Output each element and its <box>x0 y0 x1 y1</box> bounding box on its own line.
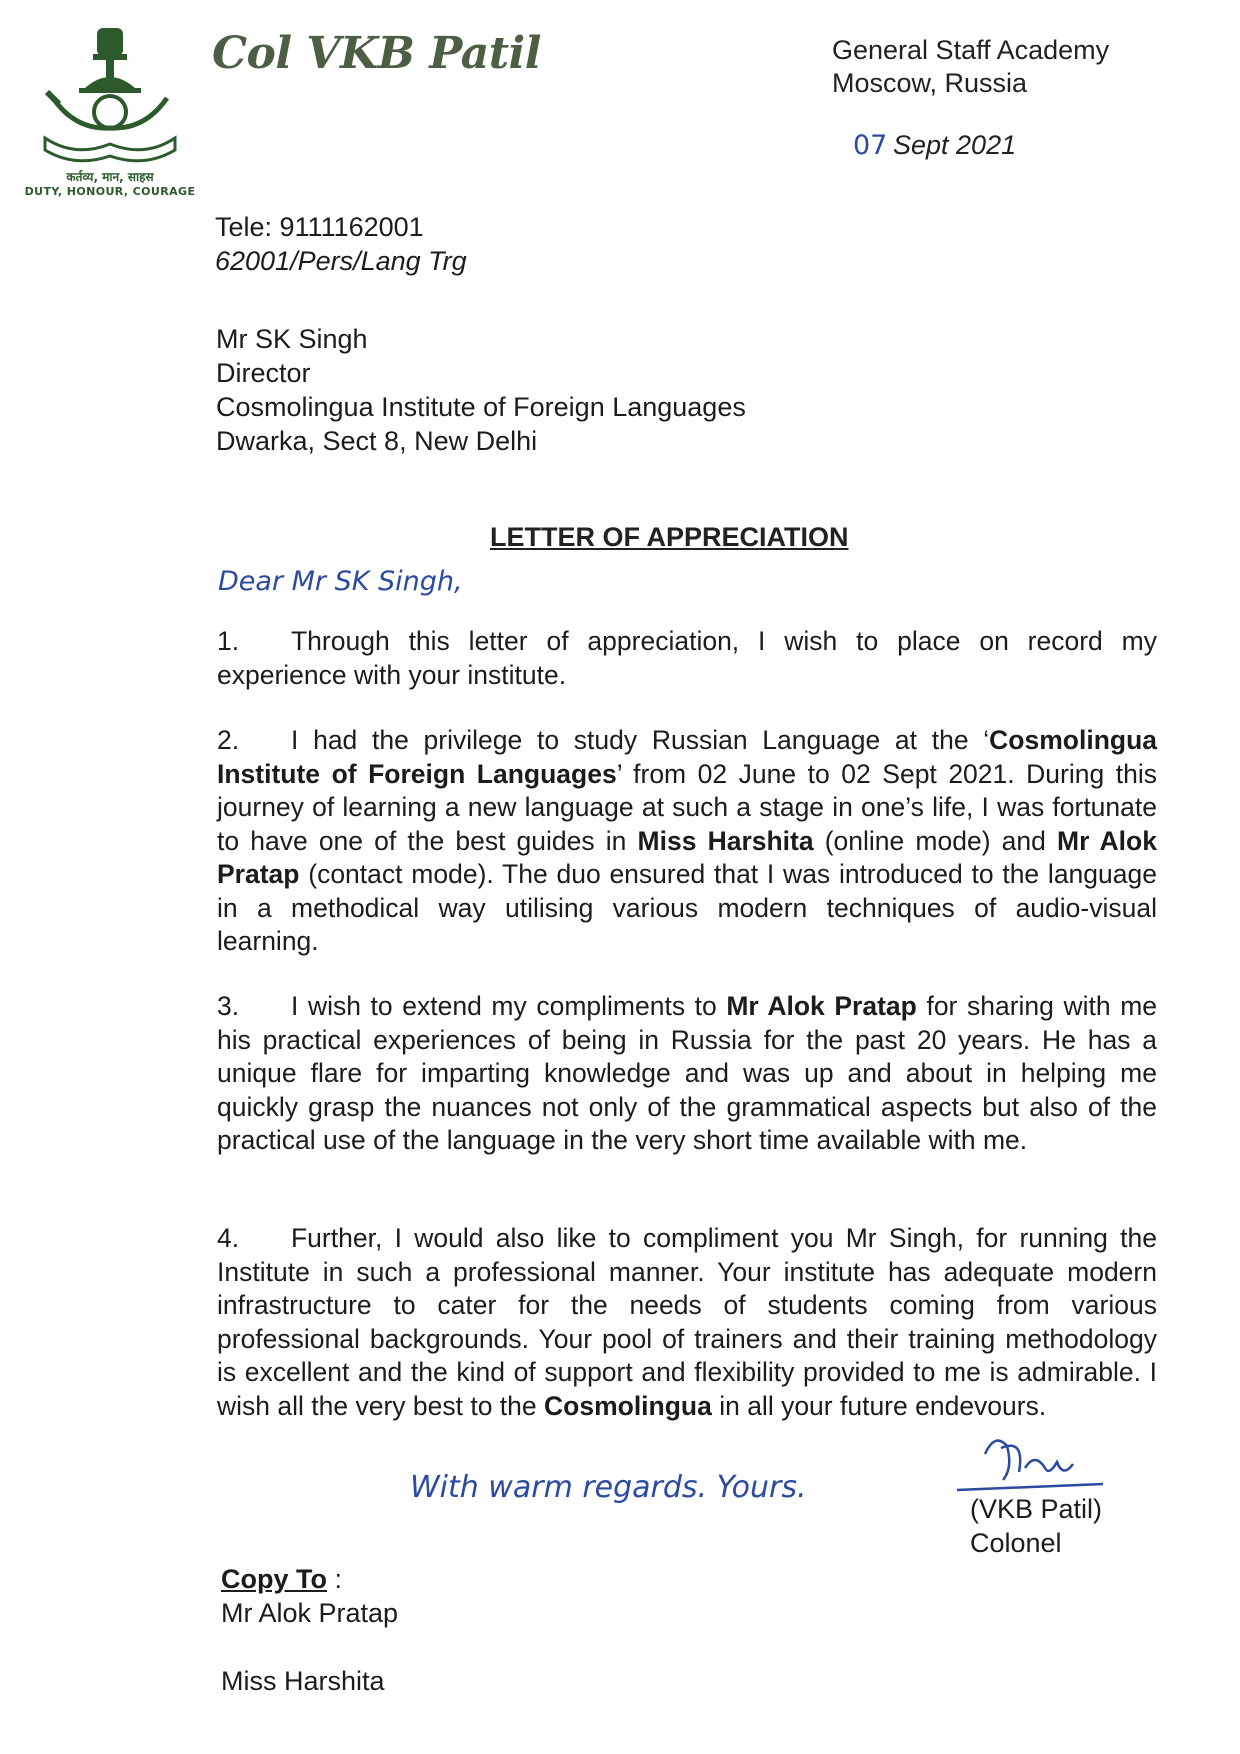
paragraph-2 <box>217 724 1157 959</box>
copy-recipient: Mr Alok Pratap <box>221 1598 399 1628</box>
paragraph-number: 4. <box>217 1223 240 1253</box>
copy-to-label: Copy To <box>221 1564 327 1594</box>
salutation: Dear Mr SK Singh, <box>218 566 463 597</box>
recipient-name: Mr SK Singh <box>216 324 368 354</box>
signatory <box>970 1492 1102 1560</box>
recipient-location: Dwarka, Sect 8, New Delhi <box>216 426 538 456</box>
emblem-motto: DUTY, HONOUR, COURAGE <box>24 185 196 198</box>
paragraph-text: I wish to extend my compliments to <box>291 991 727 1021</box>
sender-address <box>832 34 1109 100</box>
trainer-name: Mr Alok Pratap <box>217 825 1157 889</box>
hindi-motto: कर्तव्य, मान, साहस <box>66 170 154 184</box>
reference-block <box>215 210 467 278</box>
institute-name: Cosmolingua <box>544 1390 712 1421</box>
recipient-title: Director <box>216 358 311 388</box>
paragraph-text: ’ from 02 June to 02 Sept 2021. During this journey of learning a new language at such a stage in one’s life, I was fortunate to have one of the best guides in <box>217 758 1157 856</box>
address-line: Moscow, Russia <box>832 68 1028 98</box>
paragraph-text: for sharing with me his practical experiences of being in Russia for the past 20 years. He has a unique flare for imparting knowledge and was up and about in helping me quickly grasp the nuances not only of the grammatical aspects but also of the practical use of the language in the very short time available with me. <box>217 991 1158 1155</box>
signatory-rank: Colonel <box>970 1528 1062 1558</box>
telephone: Tele: 9111162001 <box>215 212 424 242</box>
sender-name: Col VKB Patil <box>212 28 541 79</box>
bugle-crest-icon <box>35 26 185 166</box>
paragraph-text: (contact mode). The duo ensured that I was introduced to the language in a methodical way utilising various modern techniques of audio-visual learning. <box>217 859 1157 956</box>
paragraph-number: 3. <box>217 991 240 1021</box>
date-month-year: Sept 2021 <box>893 130 1017 160</box>
institute-name: Cosmolingua Institute of Foreign Languages <box>217 725 1157 789</box>
copy-to-colon: : <box>326 1564 342 1594</box>
letter-title: LETTER OF APPRECIATION <box>490 522 849 552</box>
paragraph-number: 1. <box>217 626 240 656</box>
trainer-name: Mr Alok Pratap <box>726 991 917 1021</box>
paragraph-text: I had the privilege to study Russian Language at the ‘ <box>291 725 990 755</box>
copy-to-heading <box>221 1562 398 1596</box>
recipient-address <box>216 322 746 458</box>
signatory-name: (VKB Patil) <box>970 1494 1103 1524</box>
paragraph-text: (online mode) and <box>813 825 1057 856</box>
letter-date <box>853 130 1017 161</box>
address-line: General Staff Academy <box>832 35 1110 65</box>
recipient-org: Cosmolingua Institute of Foreign Languages <box>216 392 746 422</box>
paragraph-number: 2. <box>217 725 240 755</box>
trainer-name: Miss Harshita <box>637 825 814 856</box>
paragraph-text: Through this letter of appreciation, I wish to place on record my experience with your institute. <box>217 626 1157 690</box>
reference-number: 62001/Pers/Lang Trg <box>215 246 467 276</box>
signature-icon <box>955 1428 1105 1498</box>
copy-to-block <box>221 1562 398 1698</box>
paragraph-1 <box>217 625 1157 692</box>
paragraph-text: in all your future endevours. <box>711 1390 1047 1421</box>
paragraph-3 <box>217 990 1157 1158</box>
paragraph-text: Further, I would also like to compliment you Mr Singh, for running the Institute in such a professional manner. Your institute has adequate modern infrastructure to cater for the needs of students coming from various professional backgrounds. Your pool of trainers and their training methodology is excellent and the kind of support and flexibility provided to me is admirable. I wish all the very best to the <box>217 1223 1157 1421</box>
date-day: 07 <box>853 130 888 161</box>
paragraph-4 <box>217 1222 1157 1423</box>
regiment-emblem <box>20 26 200 198</box>
copy-recipient: Miss Harshita <box>221 1666 385 1696</box>
closing-remark: With warm regards. Yours. <box>410 1470 807 1505</box>
